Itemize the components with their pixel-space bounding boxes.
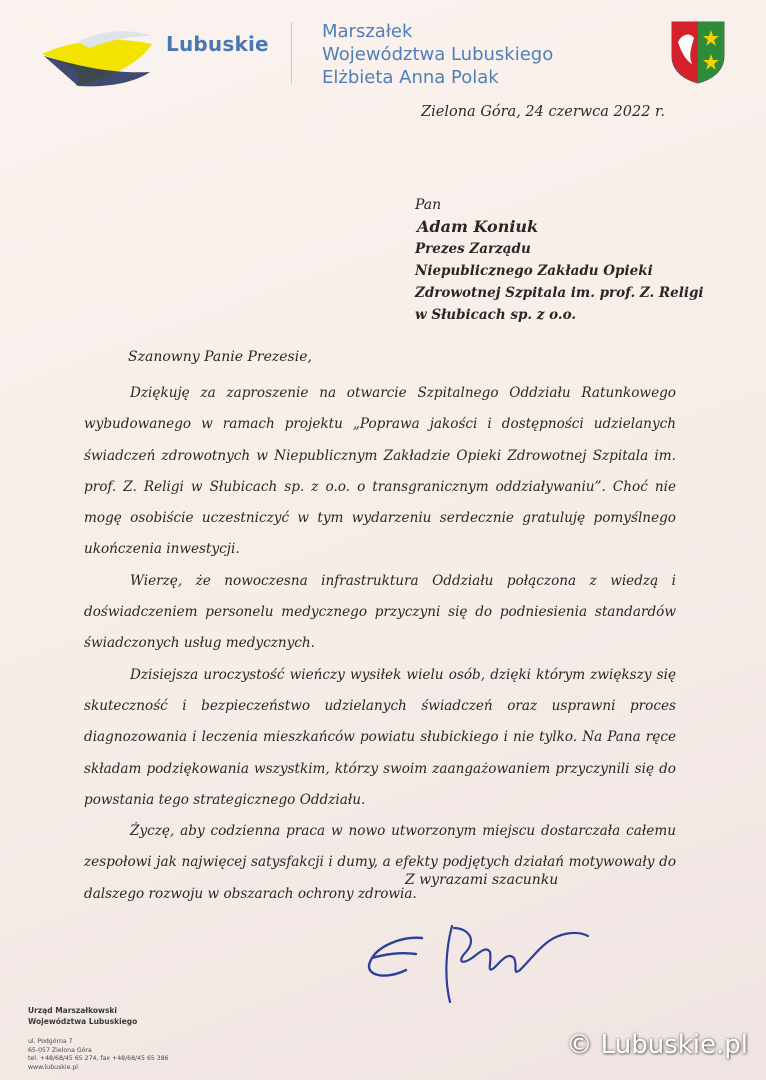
recipient-title: Pan (415, 197, 442, 213)
lubuskie-logo-icon (38, 22, 158, 88)
letter-date: Zielona Góra, 24 czerwca 2022 r. (421, 104, 665, 120)
footer-address-line: 65-057 Zielona Góra (28, 1046, 92, 1054)
footer-address-line: tel. +48/68/45 65 274, fax +48/68/45 65 386 (28, 1055, 169, 1062)
recipient-line: Prezes Zarządu (415, 241, 531, 257)
recipient-block (415, 194, 704, 326)
recipient-name: Adam Koniuk (417, 217, 539, 236)
recipient-line: Niepublicznego Zakładu Opieki (415, 263, 653, 279)
letter-salutation: Szanowny Panie Prezesie, (128, 349, 312, 365)
body-paragraph: Życzę, aby codzienna praca w nowo utworzonym miejscu dostarczała całemu zespołowi jak najwięcej satysfakcji i dumy, a efekty podjętych działań motywowały do dalszego rozwoju w obszarach ochrony zdrowia. (84, 823, 676, 902)
header-divider (291, 22, 292, 84)
footer-address-line: www.lubuskie.pl (28, 1063, 79, 1071)
marshal-line: Elżbieta Anna Polak (322, 67, 499, 88)
letter-body (84, 378, 676, 910)
body-paragraph: Dziękuję za zaproszenie na otwarcie Szpitalnego Oddziału Ratunkowego wybudowanego w ramach projektu „Poprawa jakości i dostępności udzielanych świadczeń zdrowotnych w Niepublicznym Zakładzie Opieki Zdrowotnej Szpitala im. prof. Z. Religi w Słubicach sp. z o.o. o transgranicznym oddziaływaniu”. Choć nie mogę osobiście uczestniczyć w tym wydarzeniu serdecznie gratuluję pomyślnego ukończenia inwestycji. (84, 385, 676, 558)
body-paragraph: Wierzę, że nowoczesna infrastruktura Oddziału połączona z wiedzą i doświadczeniem personelu medycznego przyczyni się do podniesienia standardów świadczonych usług medycznych. (84, 572, 676, 652)
body-paragraph: Dzisiejsza uroczystość wieńczy wysiłek wielu osób, dzięki którym zwiększy się skuteczność i bezpieczeństwo udzielanych świadczeń oraz usprawni proces diagnozowania i leczenia mieszkańców powiatu słubickiego i nie tylko. Na Pana ręce składam podziękowania wszystkim, którzy swoim zaangażowaniem przyczynili się do powstania tego strategicznego Oddziału. (84, 666, 676, 808)
coat-of-arms-icon (670, 20, 726, 84)
brand-name: Lubuskie (166, 32, 269, 56)
footer-org-line: Urząd Marszałkowski (28, 1006, 117, 1015)
handwritten-signature (362, 918, 592, 1010)
footer-org-line: Województwa Lubuskiego (28, 1017, 138, 1026)
footer-address (28, 1038, 169, 1072)
recipient-line: Zdrowotnej Szpitala im. prof. Z. Religi (415, 285, 704, 301)
marshal-line: Województwa Lubuskiego (322, 44, 554, 65)
letter-closing: Z wyrazami szacunku (405, 872, 559, 888)
marshal-title (322, 20, 553, 89)
recipient-line: w Słubicach sp. z o.o. (415, 307, 577, 323)
footer-organization (28, 1005, 137, 1027)
watermark: © Lubuskie.pl (566, 1030, 748, 1060)
marshal-line: Marszałek (322, 21, 413, 42)
footer-address-line: ul. Podgórna 7 (28, 1038, 73, 1045)
